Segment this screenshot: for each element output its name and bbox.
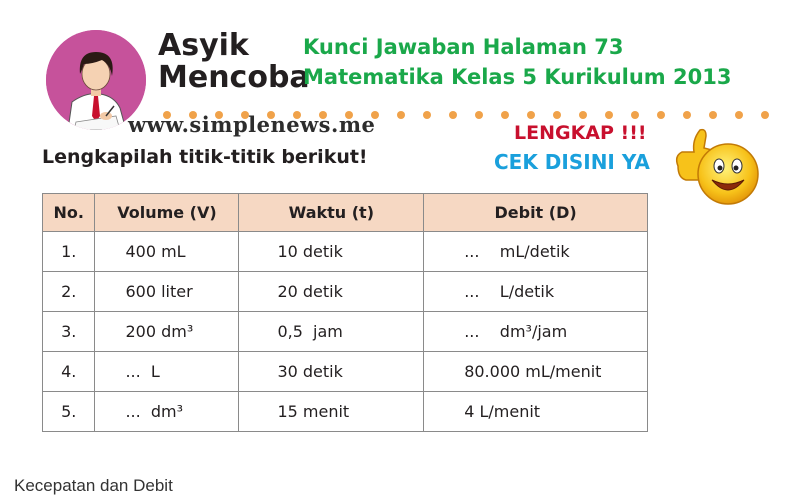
section-title-asyik-mencoba xyxy=(158,30,310,94)
cell-volume: 600 liter xyxy=(95,272,239,312)
table-row xyxy=(43,392,648,432)
cell-debit: ... mL/detik xyxy=(424,232,648,272)
header-no: No. xyxy=(43,194,95,232)
header-debit: Debit (D) xyxy=(424,194,648,232)
cell-no: 2. xyxy=(43,272,95,312)
cell-volume: ... dm³ xyxy=(95,392,239,432)
brand-line-1: Asyik xyxy=(158,28,249,63)
cell-no: 5. xyxy=(43,392,95,432)
cell-no: 1. xyxy=(43,232,95,272)
table-header-row xyxy=(43,194,648,232)
header-waktu: Waktu (t) xyxy=(239,194,424,232)
headline-line-1: Kunci Jawaban Halaman 73 xyxy=(303,35,624,59)
brand-line-2: Mencoba xyxy=(158,60,310,95)
cta-cek-disini: CEK DISINI YA xyxy=(494,150,650,174)
header-volume: Volume (V) xyxy=(95,194,239,232)
cell-debit: ... L/detik xyxy=(424,272,648,312)
cell-waktu: 0,5 jam xyxy=(239,312,424,352)
cell-debit: 4 L/menit xyxy=(424,392,648,432)
cell-debit: 80.000 mL/menit xyxy=(424,352,648,392)
cell-waktu: 20 detik xyxy=(239,272,424,312)
table-row xyxy=(43,312,648,352)
table-row xyxy=(43,272,648,312)
cell-volume: 200 dm³ xyxy=(95,312,239,352)
section-caption: Kecepatan dan Debit xyxy=(14,476,173,495)
instruction-text: Lengkapilah titik-titik berikut! xyxy=(42,146,368,168)
headline xyxy=(303,32,731,92)
cta-lengkap: LENGKAP !!! xyxy=(514,122,647,144)
cell-volume: ... L xyxy=(95,352,239,392)
cell-waktu: 30 detik xyxy=(239,352,424,392)
cell-waktu: 10 detik xyxy=(239,232,424,272)
cell-no: 4. xyxy=(43,352,95,392)
cell-no: 3. xyxy=(43,312,95,352)
website-watermark: www.simplenews.me xyxy=(128,112,376,137)
cell-waktu: 15 menit xyxy=(239,392,424,432)
debit-table xyxy=(42,193,648,432)
cell-debit: ... dm³/jam xyxy=(424,312,648,352)
cell-volume: 400 mL xyxy=(95,232,239,272)
table-row xyxy=(43,232,648,272)
thumbs-up-smiley-icon xyxy=(672,126,762,208)
headline-line-2: Matematika Kelas 5 Kurikulum 2013 xyxy=(303,65,732,89)
table-row xyxy=(43,352,648,392)
